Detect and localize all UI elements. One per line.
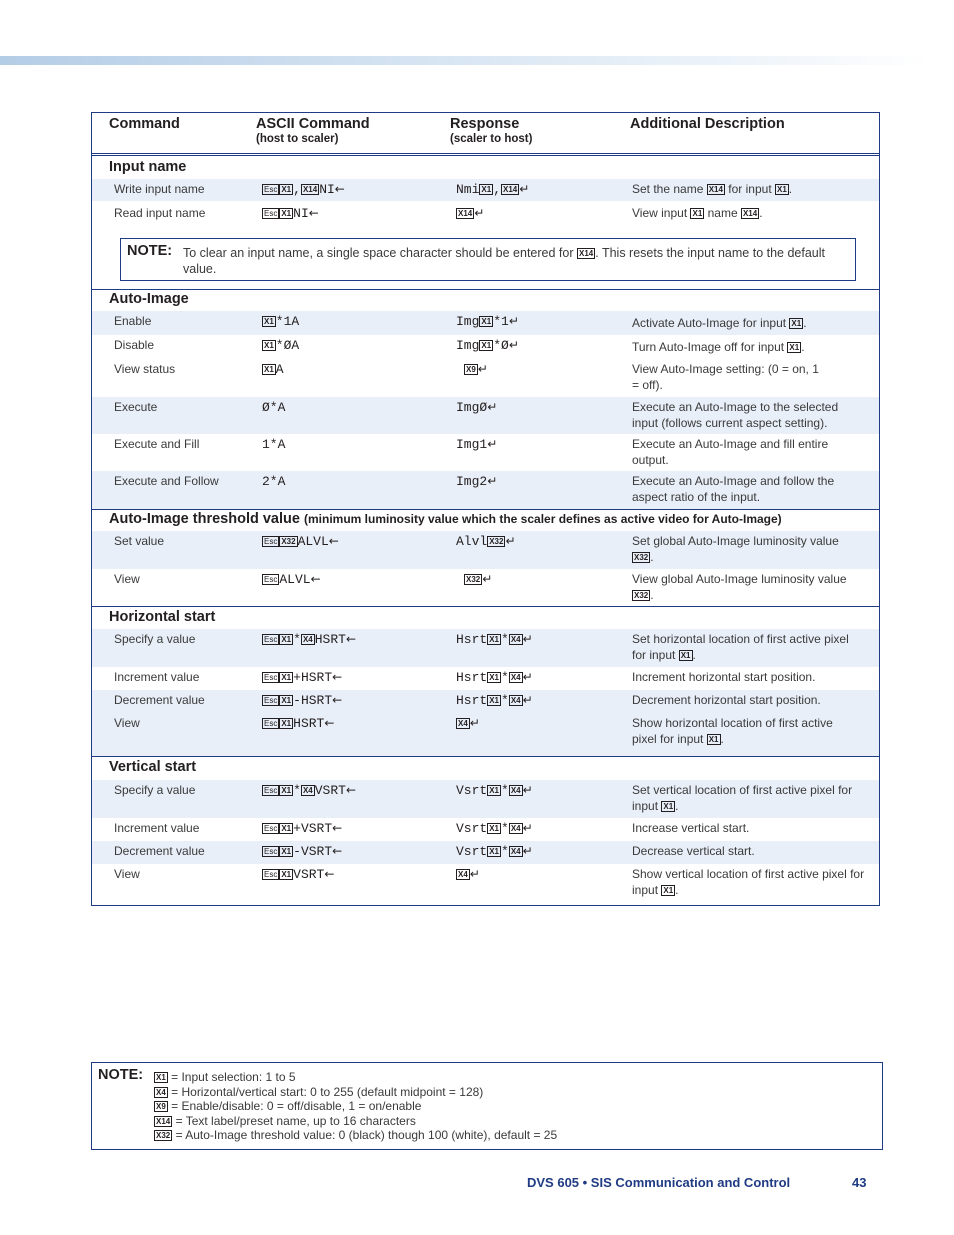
return-arrow-icon: ↵	[487, 474, 498, 488]
enter-arrow-icon: ←	[332, 844, 343, 858]
section-auto-image: Auto-Image	[109, 291, 189, 307]
table-row: Write input name Esc X1 , X14 NI← Nmi X1 , X14 ↵ Set the name X14 for input X1 .	[92, 179, 879, 201]
return-arrow-icon: ↵	[508, 314, 519, 328]
enter-arrow-icon: ←	[332, 670, 343, 684]
enter-arrow-icon: ←	[308, 206, 319, 220]
section-input-name: Input name	[109, 159, 187, 175]
note-line: X1 = Input selection: 1 to 5	[156, 1070, 296, 1084]
note-line: X4 = Horizontal/vertical start: 0 to 255 (default midpoint = 128)	[156, 1084, 484, 1099]
sis-command-table	[91, 112, 880, 906]
table-row: Execute and Fill 1*A Img1↵ Execute an Auto-Image and fill entire output.	[114, 437, 829, 467]
note-line: X32 = Auto-Image threshold value: 0 (black) though 100 (white), default = 25	[156, 1128, 558, 1143]
note-line: X9 = Enable/disable: 0 = off/disable, 1 = on/enable	[156, 1099, 422, 1114]
return-arrow-icon: ↵	[487, 437, 498, 451]
enter-arrow-icon: ←	[328, 534, 339, 548]
table-row: Increment value Esc X1 +VSRT← Vsrt X1 * X4 ↵ Increase vertical start.	[114, 821, 750, 836]
table-row: Decrement value Esc X1 -VSRT← Vsrt X1 * X4 ↵ Decrease vertical start.	[92, 841, 879, 864]
inline-note: NOTE: To clear an input name, a single space character should be entered for X14 . This resets the input name to the default value.	[120, 238, 856, 281]
return-arrow-icon: ↵	[519, 182, 530, 196]
header-rule	[92, 153, 879, 156]
return-arrow-icon: ↵	[477, 362, 488, 376]
table-row: Read input name Esc X1 NI← X14 ↵ View input X1 name X14 .	[114, 206, 763, 221]
table-row: Enable X1 *1A Img X1 *1↵ Activate Auto-Image for input X1 .	[92, 311, 879, 335]
table-row: Execute Ø*A ImgØ↵ Execute an Auto-Image to the selected input (follows current aspect setting).	[92, 397, 879, 434]
section-rule	[92, 289, 879, 290]
return-arrow-icon: ↵	[482, 572, 493, 586]
return-arrow-icon: ↵	[487, 400, 498, 414]
enter-arrow-icon: ←	[334, 182, 345, 196]
section-rule	[92, 606, 879, 607]
enter-arrow-icon: ←	[332, 821, 343, 835]
section-vertical-start: Vertical start	[109, 759, 197, 775]
table-row: Disable X1 *ØA Img X1 *Ø↵ Turn Auto-Image off for input X1 .	[114, 338, 805, 354]
return-arrow-icon: ↵	[505, 534, 516, 548]
return-arrow-icon: ↵	[522, 783, 533, 797]
return-arrow-icon: ↵	[469, 867, 480, 881]
return-arrow-icon: ↵	[522, 693, 533, 707]
col-command: Command	[109, 116, 180, 132]
col-ascii: ASCII Command (host to scaler)	[256, 116, 370, 145]
section-rule	[92, 756, 879, 757]
table-row: View Esc ALVL← X32 ↵ View global Auto-Image luminosity value X32 .	[114, 572, 847, 602]
section-horizontal-start: Horizontal start	[109, 609, 216, 625]
page-number: 43	[852, 1175, 867, 1190]
col-description: Additional Description	[630, 116, 785, 132]
table-row: Decrement value Esc X1 -HSRT← Hsrt X1 * X4 ↵ Decrement horizontal start position.	[92, 690, 879, 713]
section-threshold: Auto-Image threshold value (minimum luminosity value which the scaler defines as active video for Auto-Image)	[109, 511, 782, 527]
enter-arrow-icon: ←	[324, 867, 335, 881]
enter-arrow-icon: ←	[310, 572, 321, 586]
section-rule	[92, 509, 879, 510]
table-row: View status X1 A X9 ↵ View Auto-Image setting: (0 = on, 1 = off).	[114, 362, 819, 392]
return-arrow-icon: ↵	[522, 632, 533, 646]
return-arrow-icon: ↵	[474, 206, 485, 220]
table-row: Set value Esc X32 ALVL← Alvl X32 ↵ Set global Auto-Image luminosity value X32 .	[92, 531, 879, 569]
col-response: Response (scaler to host)	[450, 116, 533, 145]
enter-arrow-icon: ←	[332, 693, 343, 707]
return-arrow-icon: ↵	[469, 716, 480, 730]
footer-title: DVS 605 • SIS Communication and Control	[527, 1175, 791, 1190]
enter-arrow-icon: ←	[345, 783, 357, 797]
return-arrow-icon: ↵	[522, 670, 533, 684]
return-arrow-icon: ↵	[508, 338, 519, 352]
table-row: Specify a value Esc X1 * X4 VSRT← Vsrt X1 * X4 ↵ Set vertical location of first active pixel for input X1 .	[92, 780, 879, 818]
variables-note: NOTE: X1 = Input selection: 1 to 5 X4 = Horizontal/vertical start: 0 to 255 (default midpoint = 128) X9 = Enable/disable: 0 = off/disable, 1 = on/enable X14 = Text label/preset name, up to 16 characters X32 = Auto-Image threshold value: 0 (black) though 100 (white), default = 25	[91, 1062, 883, 1150]
note-line: X14 = Text label/preset name, up to 16 characters	[156, 1113, 416, 1128]
table-row: Specify a value Esc X1 * X4 HSRT← Hsrt X1 * X4 ↵ Set horizontal location of first active pixel for input X1 .	[92, 629, 879, 667]
table-row: Increment value Esc X1 +HSRT← Hsrt X1 * X4 ↵ Increment horizontal start position.	[114, 670, 816, 685]
top-color-bar	[0, 56, 930, 65]
return-arrow-icon: ↵	[522, 821, 533, 835]
enter-arrow-icon: ←	[345, 632, 357, 646]
table-row: Execute and Follow 2*A Img2↵ Execute an Auto-Image and follow the aspect ratio of the input.	[92, 471, 879, 509]
table-header	[92, 113, 879, 153]
enter-arrow-icon: ←	[324, 716, 335, 730]
table-row: View Esc X1 HSRT← X4 ↵ Show horizontal location of first active pixel for input X1 .	[92, 713, 879, 756]
return-arrow-icon: ↵	[522, 844, 533, 858]
table-row: View Esc X1 VSRT← X4 ↵ Show vertical location of first active pixel for input X1 .	[114, 867, 865, 897]
